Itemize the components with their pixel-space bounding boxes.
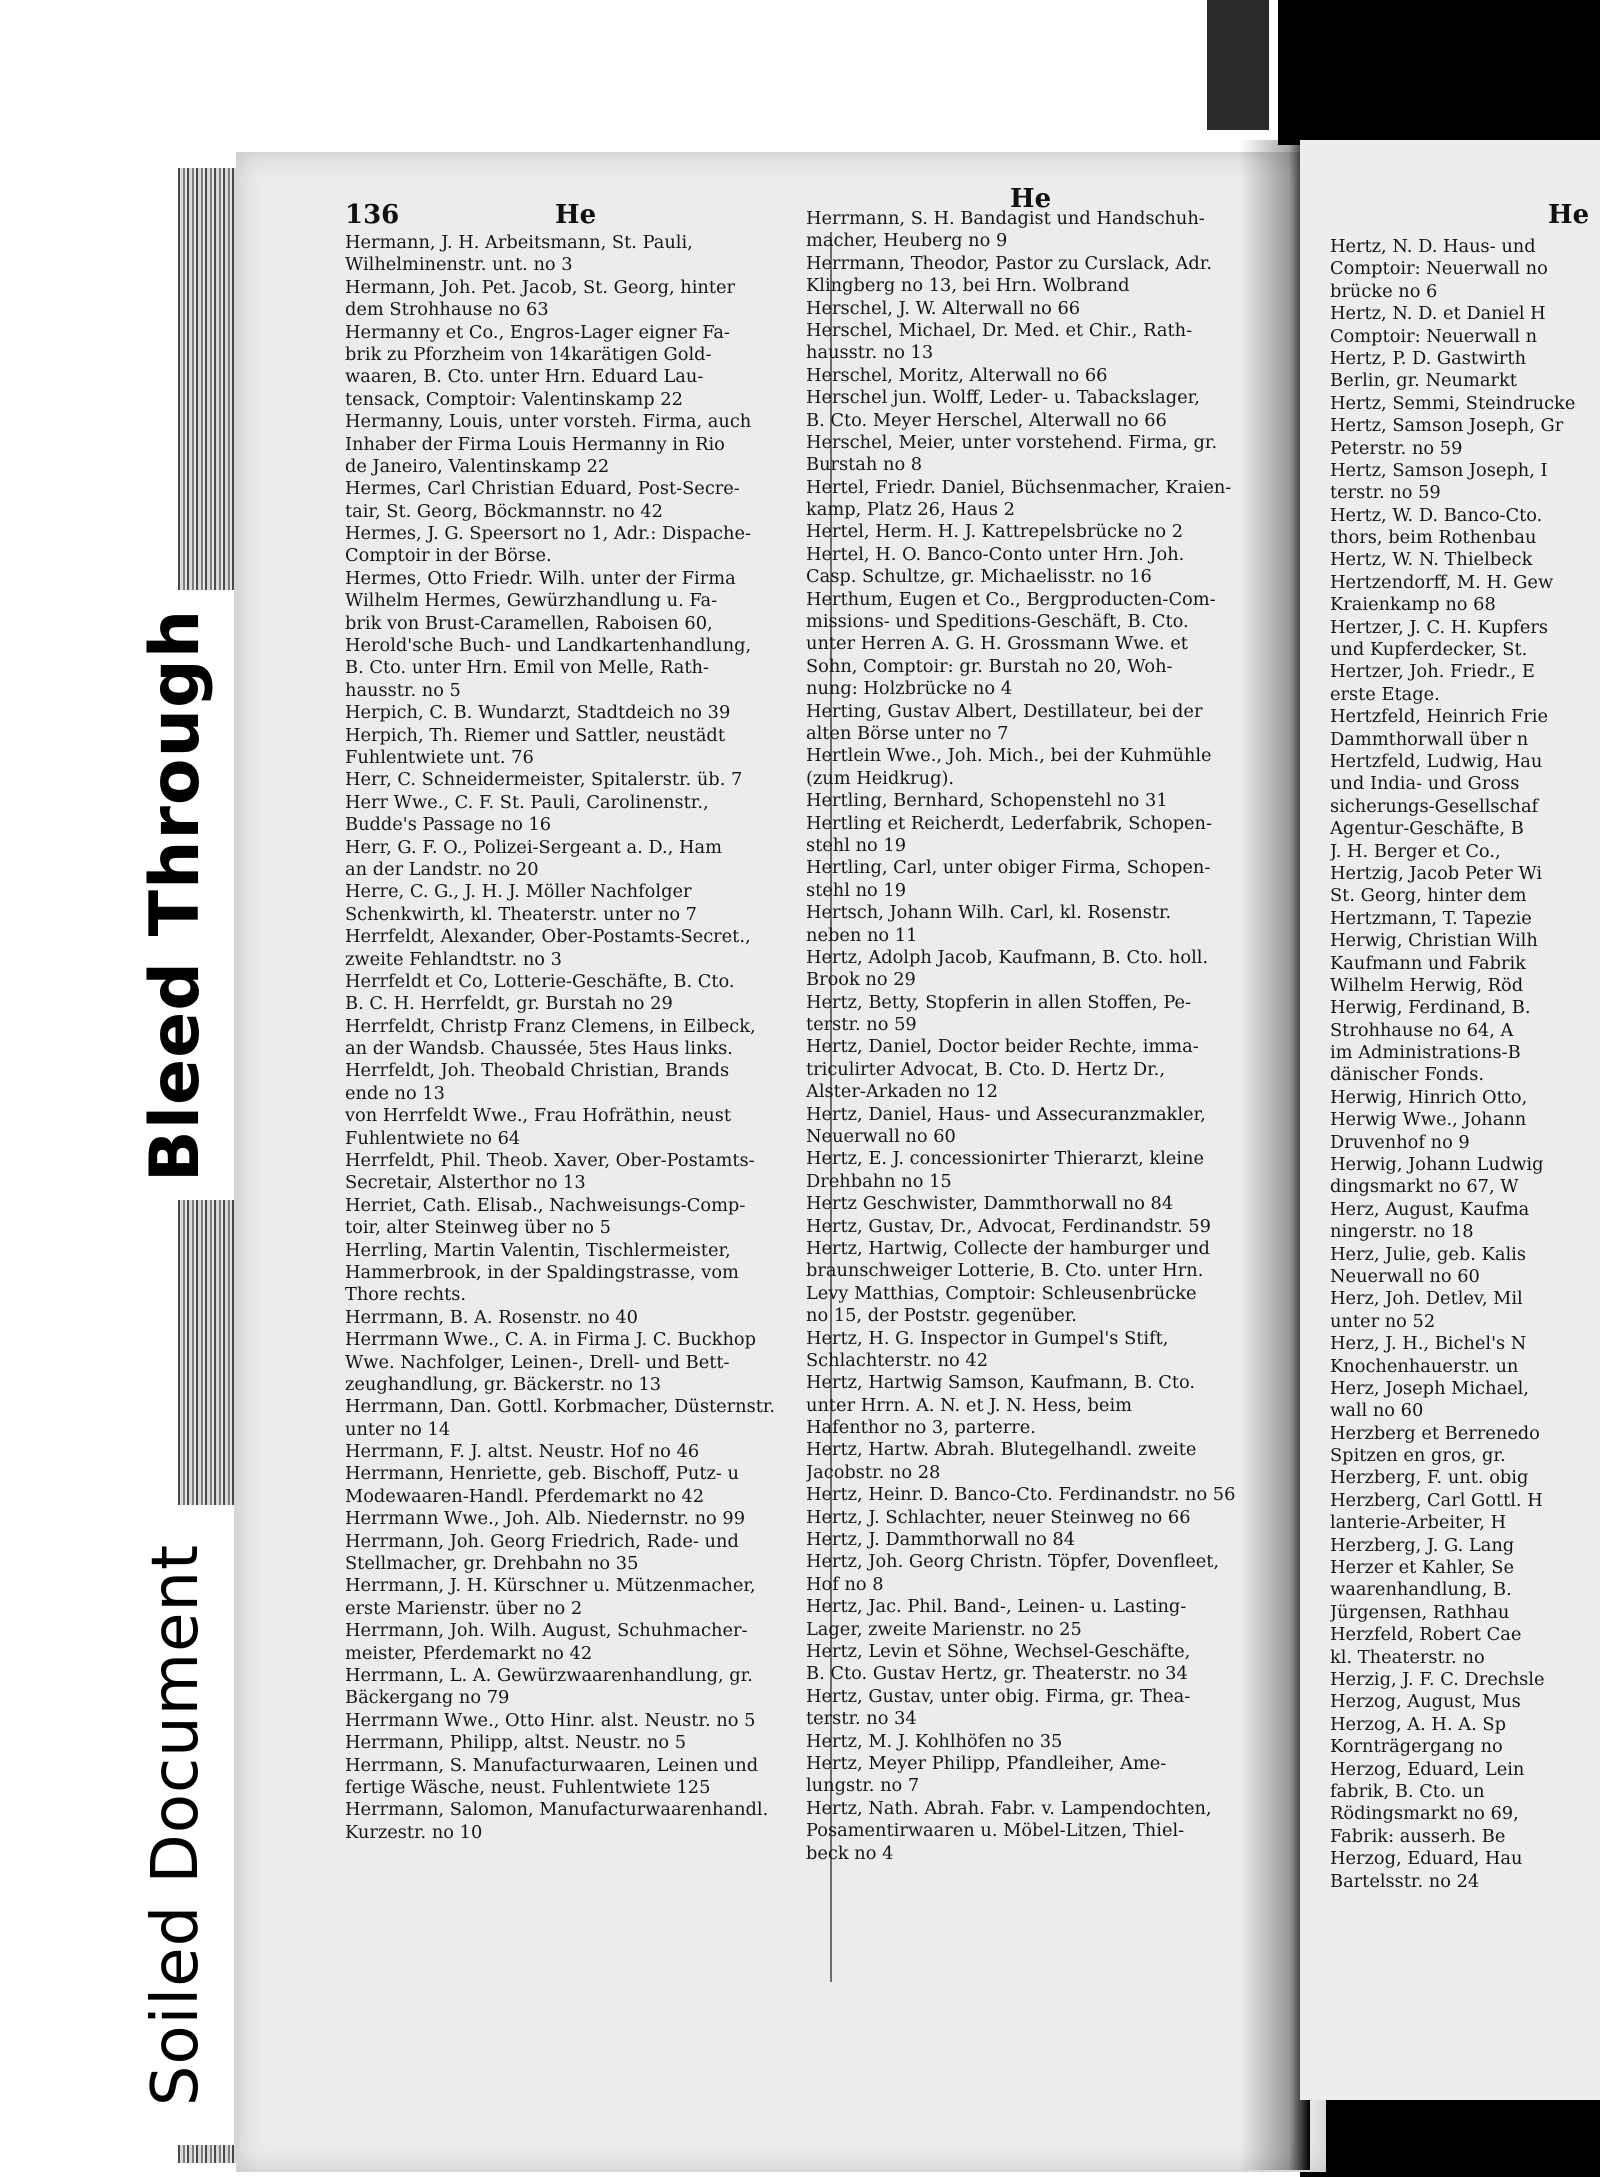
right-page-heading: He (1548, 200, 1590, 230)
directory-line: Hertz, W. D. Banco-Cto. (1330, 504, 1543, 526)
directory-line: Herschel, Michael, Dr. Med. et Chir., Rath- (806, 319, 1193, 341)
directory-line: Herwig Wwe., Johann (1330, 1109, 1527, 1131)
soiled-document-text: Soiled Document (139, 1543, 213, 2107)
directory-line: Herz, Joh. Detlev, Mil (1330, 1288, 1523, 1310)
directory-line: Herz, Joseph Michael, (1330, 1377, 1529, 1399)
bleed-through-label (118, 590, 234, 1200)
directory-line: Herzer et Kahler, Se (1330, 1557, 1514, 1579)
directory-line: Hertz, Gustav, Dr., Advocat, Ferdinandstr. 59 (806, 1215, 1211, 1237)
directory-line: Hertz, Daniel, Doctor beider Rechte, imma- (806, 1036, 1199, 1058)
directory-line: Inhaber der Firma Louis Hermanny in Rio (345, 433, 725, 455)
directory-line: Hertz, Meyer Philipp, Pfandleiher, Ame- (806, 1752, 1167, 1774)
directory-line: unter no 14 (345, 1418, 451, 1440)
directory-line: stehl no 19 (806, 834, 907, 856)
directory-line: Herrmann Wwe., Otto Hinr. alst. Neustr. no 5 (345, 1709, 756, 1731)
directory-line: waaren, B. Cto. unter Hrn. Eduard Lau- (345, 366, 704, 388)
directory-line: Hertz, Hartwig Samson, Kaufmann, B. Cto. (806, 1372, 1196, 1394)
directory-line: Herrmann, Henriette, geb. Bischoff, Putz- u (345, 1463, 739, 1485)
directory-line: Hertz, Semmi, Steindrucke (1330, 392, 1576, 414)
directory-line: tair, St. Georg, Böckmannstr. no 42 (345, 500, 663, 522)
directory-line: Kurzestr. no 10 (345, 1821, 483, 1843)
directory-line: Fabrik: ausserh. Be (1330, 1825, 1506, 1847)
directory-line: zweite Fehlandtstr. no 3 (345, 948, 562, 970)
directory-line: Hertz, J. Dammthorwall no 84 (806, 1529, 1076, 1551)
directory-line: Hertel, Herm. H. J. Kattrepelsbrücke no 2 (806, 521, 1184, 543)
directory-line: Secretair, Alsterthor no 13 (345, 1172, 586, 1194)
directory-line: terstr. no 59 (1330, 482, 1441, 504)
directory-line: Herr Wwe., C. F. St. Pauli, Carolinenstr., (345, 791, 709, 813)
directory-line: Herzig, J. F. C. Drechsle (1330, 1669, 1545, 1690)
directory-line: Herrmann, F. J. altst. Neustr. Hof no 46 (345, 1441, 700, 1463)
directory-line: Jürgensen, Rathhau (1330, 1601, 1510, 1623)
directory-line: (zum Heidkrug). (806, 767, 955, 789)
directory-line: Herrfeldt, Christp Franz Clemens, in Eilbeck, (345, 1015, 756, 1037)
directory-line: Herrmann Wwe., C. A. in Firma J. C. Buckhop (345, 1329, 756, 1351)
directory-line: lanterie-Arbeiter, H (1330, 1512, 1507, 1534)
left-column (345, 232, 800, 1844)
directory-line: Herrmann, Joh. Wilh. August, Schuhmacher- (345, 1620, 748, 1642)
directory-line: Herrmann, B. A. Rosenstr. no 40 (345, 1306, 638, 1328)
directory-line: Kaufmann und Fabrik (1330, 952, 1526, 974)
directory-line: B. Cto. Gustav Hertz, gr. Theaterstr. no 34 (806, 1663, 1188, 1685)
directory-line: Hafenthor no 3, parterre. (806, 1417, 1036, 1439)
directory-line: Herzberg, Carl Gottl. H (1330, 1489, 1543, 1511)
directory-line: tensack, Comptoir: Valentinskamp 22 (345, 388, 683, 410)
bleed-through-text: Bleed Through (136, 608, 216, 1182)
directory-line: missions- und Speditions-Geschäft, B. Cto. (806, 611, 1189, 633)
directory-line: Hertz, Nath. Abrah. Fabr. v. Lampendochten, (806, 1797, 1212, 1819)
directory-line: Herrmann, Theodor, Pastor zu Curslack, Adr. (806, 252, 1212, 274)
directory-line: braunschweiger Lotterie, B. Cto. unter Hrn. (806, 1260, 1204, 1282)
directory-line: Herz, J. H., Bichel's N (1330, 1333, 1527, 1355)
directory-line: Levy Matthias, Comptoir: Schleusenbrücke (806, 1282, 1197, 1304)
directory-line: Herrmann Wwe., Joh. Alb. Niedernstr. no 99 (345, 1508, 746, 1530)
directory-line: Rödingsmarkt no 69, (1330, 1803, 1519, 1825)
directory-line: Hertzer, Joh. Friedr., E (1330, 661, 1535, 683)
directory-line: Herzfeld, Robert Cae (1330, 1624, 1522, 1646)
directory-line: Hertz, Joh. Georg Christn. Töpfer, Dovenfleet, (806, 1551, 1220, 1573)
directory-line: Hertz, Adolph Jacob, Kaufmann, B. Cto. holl. (806, 946, 1209, 968)
directory-line: fertige Wäsche, neust. Fuhlentwiete 125 (345, 1776, 711, 1798)
directory-line: Knochenhauerstr. un (1330, 1355, 1519, 1377)
directory-line: Herrfeldt, Alexander, Ober-Postamts-Secret., (345, 926, 751, 948)
directory-line: Hertel, H. O. Banco-Conto unter Hrn. Joh. (806, 543, 1185, 565)
directory-line: Hertzfeld, Heinrich Frie (1330, 706, 1548, 728)
directory-line: lungstr. no 7 (806, 1775, 920, 1797)
directory-line: Herrmann, J. H. Kürschner u. Mützenmacher, (345, 1575, 756, 1597)
directory-line: Hertz, J. Schlachter, neuer Steinweg no 66 (806, 1506, 1191, 1528)
directory-line: Lager, zweite Marienstr. no 25 (806, 1618, 1082, 1640)
directory-line: Herrmann, S. H. Bandagist und Handschuh- (806, 208, 1205, 229)
directory-line: Hertz, Betty, Stopferin in allen Stoffen, Pe- (806, 991, 1192, 1013)
directory-line: unter Hrrn. A. N. et J. N. Hess, beim (806, 1394, 1132, 1416)
directory-line: Kornträgergang no (1330, 1736, 1503, 1758)
directory-line: Hertling et Reicherdt, Lederfabrik, Schopen- (806, 812, 1212, 834)
directory-line: unter no 52 (1330, 1310, 1436, 1332)
directory-line: Hertzmann, T. Tapezie (1330, 907, 1532, 929)
directory-line: im Administrations-B (1330, 1042, 1521, 1064)
directory-line: Hertz Geschwister, Dammthorwall no 84 (806, 1193, 1174, 1215)
directory-line: Bartelsstr. no 24 (1330, 1870, 1480, 1892)
directory-line: neben no 11 (806, 924, 918, 946)
directory-line: Herzberg, F. unt. obig (1330, 1467, 1529, 1489)
directory-line: zeughandlung, gr. Bäckerstr. no 13 (345, 1373, 662, 1395)
directory-line: Brook no 29 (806, 969, 916, 991)
directory-line: waarenhandlung, B. (1330, 1579, 1512, 1601)
directory-line: thors, beim Rothenbau (1330, 527, 1537, 549)
directory-line: kamp, Platz 26, Haus 2 (806, 499, 1015, 521)
directory-line: Herzog, A. H. A. Sp (1330, 1713, 1506, 1735)
directory-line: Herrfeldt, Joh. Theobald Christian, Brands (345, 1060, 730, 1082)
directory-line: Herrmann, Salomon, Manufacturwaarenhandl. (345, 1799, 769, 1821)
directory-line: Posamentirwaaren u. Möbel-Litzen, Thiel- (806, 1820, 1185, 1842)
directory-line: Comptoir in der Börse. (345, 545, 552, 567)
directory-line: Hertz, Samson Joseph, I (1330, 459, 1548, 481)
directory-line: Hermes, Carl Christian Eduard, Post-Secre- (345, 478, 740, 500)
directory-line: Hermanny et Co., Engros-Lager eigner Fa- (345, 321, 730, 343)
directory-line: Hertlein Wwe., Joh. Mich., bei der Kuhmühle (806, 745, 1212, 767)
directory-line: Kraienkamp no 68 (1330, 594, 1496, 616)
directory-line: erste Etage. (1330, 683, 1440, 705)
directory-line: Hermes, Otto Friedr. Wilh. unter der Firma (345, 567, 736, 589)
directory-line: Hertzendorff, M. H. Gew (1330, 571, 1554, 593)
directory-line: Fuhlentwiete unt. 76 (345, 746, 534, 768)
directory-line: B. Cto. unter Hrn. Emil von Melle, Rath- (345, 657, 709, 679)
directory-line: Hertz, Hartwig, Collecte der hamburger und (806, 1237, 1210, 1259)
directory-line: sicherungs-Gesellschaf (1330, 795, 1539, 817)
directory-line: brik zu Pforzheim von 14karätigen Gold- (345, 343, 712, 365)
directory-line: Herzog, August, Mus (1330, 1691, 1521, 1713)
soiled-document-label (118, 1505, 234, 2145)
directory-line: Budde's Passage no 16 (345, 814, 552, 836)
directory-line: stehl no 19 (806, 879, 907, 901)
directory-line: Herzberg et Berrenedo (1330, 1422, 1540, 1444)
directory-line: Peterstr. no 59 (1330, 437, 1463, 459)
directory-line: ningerstr. no 18 (1330, 1221, 1474, 1243)
directory-line: Herwig, Christian Wilh (1330, 930, 1538, 952)
directory-line: alten Börse unter no 7 (806, 722, 1009, 744)
directory-line: Modewaaren-Handl. Pferdemarkt no 42 (345, 1485, 705, 1507)
directory-line: Hermann, J. H. Arbeitsmann, St. Pauli, (345, 232, 693, 253)
directory-line: Herrfeldt et Co, Lotterie-Geschäfte, B. Cto. (345, 970, 735, 992)
directory-line: terstr. no 34 (806, 1708, 917, 1730)
directory-line: erste Marienstr. über no 2 (345, 1597, 583, 1619)
directory-line: Hertz, W. N. Thielbeck (1330, 549, 1533, 571)
directory-line: Herschel, Meier, unter vorstehend. Firma, gr. (806, 431, 1218, 453)
directory-line: Wwe. Nachfolger, Leinen-, Drell- und Bett- (345, 1351, 730, 1373)
directory-line: Herre, C. G., J. H. J. Möller Nachfolger (345, 881, 692, 903)
directory-line: Hertzfeld, Ludwig, Hau (1330, 750, 1543, 772)
directory-line: triculirter Advocat, B. Cto. D. Hertz Dr., (806, 1058, 1165, 1080)
directory-line: Herzog, Eduard, Hau (1330, 1848, 1523, 1870)
left-column-heading: He (555, 200, 597, 230)
directory-line: Hertz, N. D. Haus- und (1330, 236, 1536, 257)
directory-line: Jacobstr. no 28 (806, 1461, 941, 1483)
directory-line: Hertz, Heinr. D. Banco-Cto. Ferdinandstr. no 56 (806, 1484, 1236, 1506)
directory-line: nung: Holzbrücke no 4 (806, 678, 1013, 700)
directory-line: dem Strohhause no 63 (345, 299, 549, 321)
directory-line: Hertsch, Johann Wilh. Carl, kl. Rosenstr. (806, 902, 1172, 924)
directory-line: Druvenhof no 9 (1330, 1131, 1470, 1153)
directory-line: Hermes, J. G. Speersort no 1, Adr.: Dispache- (345, 523, 751, 545)
directory-line: an der Landstr. no 20 (345, 858, 539, 880)
directory-line: Schlachterstr. no 42 (806, 1349, 989, 1371)
directory-line: no 15, der Poststr. gegenüber. (806, 1305, 1077, 1327)
directory-line: Herwig, Hinrich Otto, (1330, 1086, 1528, 1108)
directory-line: Herrmann, Dan. Gottl. Korbmacher, Düsternstr. (345, 1396, 776, 1418)
page-number: 136 (345, 200, 400, 230)
directory-line: Wilhelm Hermes, Gewürzhandlung u. Fa- (345, 590, 718, 612)
directory-line: Neuerwall no 60 (1330, 1265, 1480, 1287)
directory-line: hausstr. no 13 (806, 342, 934, 364)
directory-line: an der Wandsb. Chaussée, 5tes Haus links. (345, 1038, 733, 1060)
directory-line: Herzog, Eduard, Lein (1330, 1758, 1525, 1780)
directory-line: Herold'sche Buch- und Landkartenhandlung, (345, 635, 752, 657)
directory-line: hausstr. no 5 (345, 679, 461, 701)
directory-line: Hertz, Jac. Phil. Band-, Leinen- u. Lasting- (806, 1596, 1187, 1618)
directory-line: Hertz, Gustav, unter obig. Firma, gr. Thea- (806, 1685, 1191, 1707)
directory-line: Herthum, Eugen et Co., Bergproducten-Com- (806, 588, 1216, 610)
directory-line: und India- und Gross (1330, 773, 1520, 795)
directory-line: Hertling, Carl, unter obiger Firma, Schopen- (806, 857, 1211, 879)
directory-line: Hammerbrook, in der Spaldingstrasse, vom (345, 1261, 739, 1283)
directory-line: toir, alter Steinweg über no 5 (345, 1217, 611, 1239)
directory-line: Agentur-Geschäfte, B (1330, 818, 1524, 840)
directory-line: Comptoir: Neuerwall no (1330, 258, 1548, 280)
directory-line: Spitzen en gros, gr. (1330, 1445, 1506, 1467)
directory-line: meister, Pferdemarkt no 42 (345, 1642, 593, 1664)
directory-line: Hertz, Samson Joseph, Gr (1330, 415, 1564, 437)
directory-line: ende no 13 (345, 1082, 445, 1104)
directory-line: Hertling, Bernhard, Schopenstehl no 31 (806, 790, 1168, 812)
bookmark-ribbon (1207, 0, 1269, 130)
directory-line: Bäckergang no 79 (345, 1687, 510, 1709)
directory-line: Herr, G. F. O., Polizei-Sergeant a. D., Ham (345, 836, 722, 858)
directory-line: Herwig, Johann Ludwig (1330, 1154, 1544, 1176)
directory-line: Neuerwall no 60 (806, 1126, 956, 1148)
directory-line: Herpich, Th. Riemer und Sattler, neustädt (345, 724, 725, 746)
directory-line: Hertz, P. D. Gastwirth (1330, 347, 1527, 369)
directory-line: und Kupferdecker, St. (1330, 639, 1528, 661)
directory-line: Herwig, Ferdinand, B. (1330, 997, 1531, 1019)
directory-line: Herr, C. Schneidermeister, Spitalerstr. üb. 7 (345, 769, 743, 791)
directory-line: Herz, August, Kaufma (1330, 1198, 1530, 1220)
top-margin (0, 0, 1300, 150)
directory-line: Wilhelm Herwig, Röd (1330, 974, 1524, 996)
directory-line: Casp. Schultze, gr. Michaelisstr. no 16 (806, 566, 1152, 588)
directory-line: Herschel, J. W. Alterwall no 66 (806, 297, 1081, 319)
middle-column (806, 208, 1276, 1865)
directory-line: Herrfeldt, Phil. Theob. Xaver, Ober-Postamts- (345, 1150, 755, 1172)
directory-line: Drehbahn no 15 (806, 1170, 952, 1192)
directory-line: Herpich, C. B. Wundarzt, Stadtdeich no 39 (345, 702, 731, 724)
directory-line: J. H. Berger et Co., (1330, 840, 1501, 862)
directory-line: Herrling, Martin Valentin, Tischlermeister, (345, 1239, 731, 1261)
directory-line: Schenkwirth, kl. Theaterstr. unter no 7 (345, 903, 697, 925)
directory-line: Alster-Arkaden no 12 (806, 1081, 998, 1103)
directory-line: Herrmann, L. A. Gewürzwaarenhandlung, gr. (345, 1665, 753, 1686)
directory-line: kl. Theaterstr. no (1330, 1646, 1485, 1668)
directory-line: Herschel, Moritz, Alterwall no 66 (806, 364, 1108, 386)
directory-line: Klingberg no 13, bei Hrn. Wolbrand (806, 275, 1130, 297)
directory-line: beck no 4 (806, 1842, 894, 1864)
directory-line: von Herrfeldt Wwe., Frau Hofräthin, neust (345, 1105, 732, 1127)
directory-line: Hertz, Hartw. Abrah. Blutegelhandl. zweite (806, 1439, 1197, 1461)
directory-line: Burstah no 8 (806, 454, 923, 476)
directory-line: Hertz, Daniel, Haus- und Assecuranzmakler, (806, 1103, 1206, 1125)
directory-line: Hermann, Joh. Pet. Jacob, St. Georg, hinter (345, 276, 736, 298)
directory-line: de Janeiro, Valentinskamp 22 (345, 455, 610, 477)
spine-strip (1278, 0, 1300, 145)
directory-line: Hertz, E. J. concessionirter Thierarzt, kleine (806, 1148, 1204, 1170)
directory-line: dingsmarkt no 67, W (1330, 1176, 1519, 1198)
center-column-heading: He (1010, 184, 1052, 214)
directory-line: Hertz, N. D. et Daniel H (1330, 303, 1546, 325)
directory-line: St. Georg, hinter dem (1330, 885, 1527, 907)
directory-line: macher, Heuberg no 9 (806, 230, 1008, 252)
directory-line: Thore rechts. (345, 1284, 467, 1306)
directory-line: fabrik, B. Cto. un (1330, 1780, 1485, 1802)
directory-line: Herting, Gustav Albert, Destillateur, bei der (806, 700, 1203, 722)
directory-line: terstr. no 59 (806, 1014, 917, 1036)
directory-line: Herriet, Cath. Elisab., Nachweisungs-Comp- (345, 1194, 746, 1216)
directory-line: Wilhelminenstr. unt. no 3 (345, 254, 573, 276)
directory-line: B. Cto. Meyer Herschel, Alterwall no 66 (806, 409, 1167, 431)
right-page-column (1330, 236, 1600, 1893)
directory-line: Herschel jun. Wolff, Leder- u. Tabackslager, (806, 387, 1200, 409)
directory-line: Herrmann, S. Manufacturwaaren, Leinen und (345, 1754, 759, 1776)
directory-line: Dammthorwall über n (1330, 728, 1529, 750)
directory-line: Sohn, Comptoir: gr. Burstah no 20, Woh- (806, 655, 1173, 677)
directory-line: B. C. H. Herrfeldt, gr. Burstah no 29 (345, 993, 673, 1015)
directory-line: Herz, Julie, geb. Kalis (1330, 1243, 1526, 1265)
directory-line: unter Herren A. G. H. Grossmann Wwe. et (806, 633, 1188, 655)
directory-line: Hertzer, J. C. H. Kupfers (1330, 616, 1549, 638)
directory-line: dänischer Fonds. (1330, 1064, 1485, 1086)
directory-line: brücke no 6 (1330, 280, 1438, 302)
directory-line: Hertz, H. G. Inspector in Gumpel's Stift, (806, 1327, 1169, 1349)
directory-line: Hertel, Friedr. Daniel, Büchsenmacher, Kraien- (806, 476, 1232, 498)
directory-line: Hertz, Levin et Söhne, Wechsel-Geschäfte, (806, 1641, 1191, 1662)
directory-line: Hertzig, Jacob Peter Wi (1330, 862, 1543, 884)
directory-line: Hof no 8 (806, 1573, 884, 1595)
directory-line: Hermanny, Louis, unter vorsteh. Firma, auch (345, 411, 752, 433)
directory-line: Herrmann, Joh. Georg Friedrich, Rade- und (345, 1530, 739, 1552)
directory-line: Berlin, gr. Neumarkt (1330, 370, 1517, 392)
directory-line: brik von Brust-Caramellen, Raboisen 60, (345, 612, 713, 634)
directory-line: Herzberg, J. G. Lang (1330, 1534, 1515, 1556)
directory-line: Fuhlentwiete no 64 (345, 1127, 521, 1149)
directory-line: Hertz, M. J. Kohlhöfen no 35 (806, 1730, 1063, 1752)
directory-line: Herrmann, Philipp, altst. Neustr. no 5 (345, 1732, 687, 1754)
directory-line: Comptoir: Neuerwall n (1330, 325, 1538, 347)
directory-line: Strohhause no 64, A (1330, 1019, 1514, 1041)
directory-line: wall no 60 (1330, 1400, 1424, 1422)
directory-line: Stellmacher, gr. Drehbahn no 35 (345, 1553, 639, 1575)
